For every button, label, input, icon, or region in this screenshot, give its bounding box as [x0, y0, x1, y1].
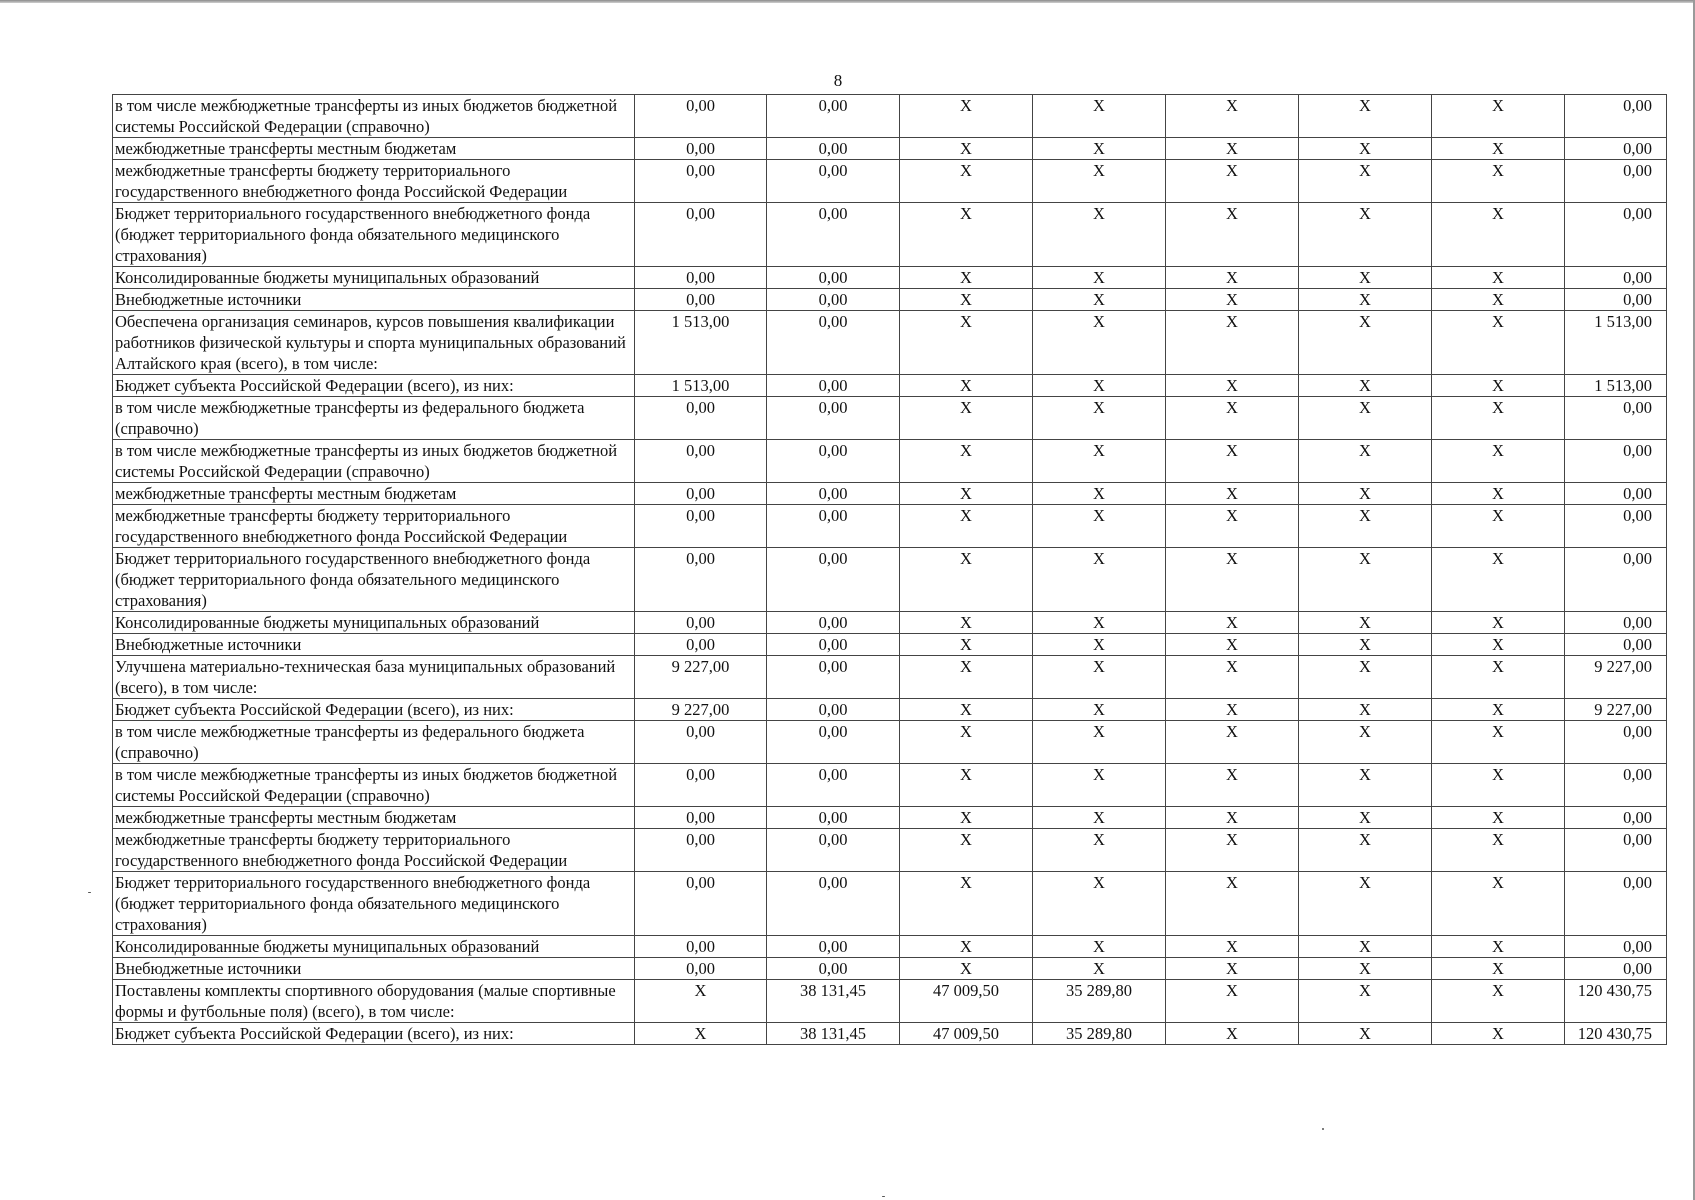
row-value: X — [1299, 936, 1432, 958]
row-value: X — [1299, 138, 1432, 160]
table-row — [113, 267, 1667, 289]
table-row — [113, 612, 1667, 634]
row-label: Бюджет субъекта Российской Федерации (всего), из них: — [113, 699, 635, 721]
row-value: X — [1432, 699, 1565, 721]
row-value: X — [1166, 397, 1299, 440]
row-total: 0,00 — [1565, 634, 1667, 656]
row-value: 0,00 — [767, 764, 900, 807]
row-label: Консолидированные бюджеты муниципальных образований — [113, 936, 635, 958]
row-value: X — [1166, 612, 1299, 634]
row-value: X — [900, 634, 1033, 656]
row-total: 0,00 — [1565, 936, 1667, 958]
row-value: 9 227,00 — [635, 656, 767, 699]
row-label: Поставлены комплекты спортивного оборудования (малые спортивные формы и футбольные поля) (всего), в том числе: — [113, 980, 635, 1023]
row-label: межбюджетные трансферты бюджету территориального государственного внебюджетного фонда Российской Федерации — [113, 505, 635, 548]
row-value: 0,00 — [635, 829, 767, 872]
row-value: X — [1432, 440, 1565, 483]
row-value: 0,00 — [767, 311, 900, 375]
row-total: 120 430,75 — [1565, 1023, 1667, 1045]
row-value: X — [1432, 980, 1565, 1023]
row-value: 0,00 — [767, 203, 900, 267]
row-label: Бюджет субъекта Российской Федерации (всего), из них: — [113, 375, 635, 397]
row-value: X — [900, 440, 1033, 483]
row-value: X — [1299, 267, 1432, 289]
row-value: X — [900, 872, 1033, 936]
row-total: 0,00 — [1565, 548, 1667, 612]
row-value: 0,00 — [635, 936, 767, 958]
row-value: X — [1432, 634, 1565, 656]
row-value: X — [900, 138, 1033, 160]
row-value: X — [1299, 440, 1432, 483]
table-row — [113, 160, 1667, 203]
table-row — [113, 634, 1667, 656]
row-value: X — [1299, 397, 1432, 440]
row-value: X — [1033, 958, 1166, 980]
row-value: 0,00 — [635, 872, 767, 936]
row-value: X — [1033, 612, 1166, 634]
row-value: X — [1432, 656, 1565, 699]
row-value: X — [900, 612, 1033, 634]
row-label: Бюджет территориального государственного внебюджетного фонда (бюджет территориального фонда обязательного медицинского страхования) — [113, 548, 635, 612]
row-value: X — [1432, 138, 1565, 160]
row-total: 0,00 — [1565, 829, 1667, 872]
row-value: 0,00 — [767, 936, 900, 958]
row-value: X — [1432, 548, 1565, 612]
row-value: 38 131,45 — [767, 1023, 900, 1045]
row-value: 47 009,50 — [900, 980, 1033, 1023]
row-value: X — [1299, 375, 1432, 397]
row-value: 0,00 — [767, 699, 900, 721]
row-value: 0,00 — [635, 807, 767, 829]
row-total: 9 227,00 — [1565, 656, 1667, 699]
table-row — [113, 289, 1667, 311]
row-value: X — [900, 807, 1033, 829]
table-row — [113, 958, 1667, 980]
row-value: X — [1033, 311, 1166, 375]
row-value: 0,00 — [767, 289, 900, 311]
row-value: X — [900, 375, 1033, 397]
table-row — [113, 397, 1667, 440]
row-value: 0,00 — [767, 612, 900, 634]
row-value: X — [900, 203, 1033, 267]
row-label: Консолидированные бюджеты муниципальных образований — [113, 612, 635, 634]
row-value: X — [900, 505, 1033, 548]
row-value: X — [1299, 505, 1432, 548]
row-value: X — [1432, 160, 1565, 203]
row-value: X — [1166, 95, 1299, 138]
row-total: 0,00 — [1565, 764, 1667, 807]
row-value: 0,00 — [767, 721, 900, 764]
table-body — [113, 95, 1667, 1045]
row-total: 0,00 — [1565, 612, 1667, 634]
row-value: X — [1299, 1023, 1432, 1045]
table-row — [113, 829, 1667, 872]
row-value: X — [1432, 829, 1565, 872]
row-total: 0,00 — [1565, 289, 1667, 311]
row-value: 1 513,00 — [635, 311, 767, 375]
table-row — [113, 872, 1667, 936]
row-value: X — [1033, 634, 1166, 656]
row-value: X — [1166, 1023, 1299, 1045]
row-label: Консолидированные бюджеты муниципальных образований — [113, 267, 635, 289]
row-value: X — [900, 548, 1033, 612]
row-total: 120 430,75 — [1565, 980, 1667, 1023]
row-value: X — [1033, 375, 1166, 397]
row-value: X — [1033, 95, 1166, 138]
row-value: 0,00 — [635, 483, 767, 505]
row-value: X — [1166, 289, 1299, 311]
row-value: X — [1299, 483, 1432, 505]
page-number: 8 — [833, 71, 843, 90]
table-row — [113, 505, 1667, 548]
row-value: X — [1432, 958, 1565, 980]
row-value: X — [1166, 936, 1299, 958]
row-value: X — [1432, 203, 1565, 267]
row-value: X — [635, 1023, 767, 1045]
row-value: X — [1033, 483, 1166, 505]
row-value: X — [1432, 764, 1565, 807]
row-value: 0,00 — [767, 267, 900, 289]
row-value: X — [1299, 699, 1432, 721]
row-value: X — [1166, 483, 1299, 505]
row-value: X — [1033, 936, 1166, 958]
row-value: X — [1166, 375, 1299, 397]
row-label: Внебюджетные источники — [113, 958, 635, 980]
row-value: X — [1299, 612, 1432, 634]
row-value: X — [1299, 764, 1432, 807]
table-row — [113, 375, 1667, 397]
row-label: в том числе межбюджетные трансферты из федерального бюджета (справочно) — [113, 397, 635, 440]
row-value: 0,00 — [635, 548, 767, 612]
row-label: межбюджетные трансферты местным бюджетам — [113, 807, 635, 829]
row-value: X — [1299, 203, 1432, 267]
row-total: 1 513,00 — [1565, 311, 1667, 375]
row-total: 0,00 — [1565, 95, 1667, 138]
row-label: Внебюджетные источники — [113, 634, 635, 656]
row-label: в том числе межбюджетные трансферты из федерального бюджета (справочно) — [113, 721, 635, 764]
row-value: X — [1432, 505, 1565, 548]
table-row — [113, 138, 1667, 160]
row-value: 0,00 — [635, 440, 767, 483]
row-value: X — [1432, 311, 1565, 375]
table-row — [113, 483, 1667, 505]
row-total: 1 513,00 — [1565, 375, 1667, 397]
row-value: X — [1299, 980, 1432, 1023]
row-value: X — [1166, 548, 1299, 612]
row-value: X — [1299, 95, 1432, 138]
row-total: 0,00 — [1565, 721, 1667, 764]
row-value: X — [1299, 311, 1432, 375]
row-label: в том числе межбюджетные трансферты из иных бюджетов бюджетной системы Российской Федерации (справочно) — [113, 95, 635, 138]
row-value: 0,00 — [767, 958, 900, 980]
row-value: 0,00 — [767, 483, 900, 505]
row-value: 35 289,80 — [1033, 1023, 1166, 1045]
row-label: в том числе межбюджетные трансферты из иных бюджетов бюджетной системы Российской Федерации (справочно) — [113, 764, 635, 807]
table-row — [113, 311, 1667, 375]
row-total: 0,00 — [1565, 397, 1667, 440]
row-total: 0,00 — [1565, 440, 1667, 483]
row-value: X — [1299, 656, 1432, 699]
row-value: X — [1432, 721, 1565, 764]
row-total: 0,00 — [1565, 958, 1667, 980]
row-label: Бюджет субъекта Российской Федерации (всего), из них: — [113, 1023, 635, 1045]
table-row — [113, 699, 1667, 721]
row-label: в том числе межбюджетные трансферты из иных бюджетов бюджетной системы Российской Федерации (справочно) — [113, 440, 635, 483]
row-label: Бюджет территориального государственного внебюджетного фонда (бюджет территориального фонда обязательного медицинского страхования) — [113, 203, 635, 267]
row-value: 1 513,00 — [635, 375, 767, 397]
row-value: X — [900, 936, 1033, 958]
row-value: 0,00 — [635, 138, 767, 160]
row-value: X — [1299, 160, 1432, 203]
row-value: X — [1299, 721, 1432, 764]
row-value: X — [1166, 267, 1299, 289]
row-value: X — [900, 829, 1033, 872]
row-value: X — [1166, 872, 1299, 936]
row-value: 0,00 — [635, 958, 767, 980]
row-value: X — [1166, 721, 1299, 764]
row-value: 35 289,80 — [1033, 980, 1166, 1023]
row-value: X — [1299, 548, 1432, 612]
row-value: 0,00 — [767, 872, 900, 936]
table-row — [113, 980, 1667, 1023]
row-value: X — [1299, 289, 1432, 311]
row-value: X — [1033, 203, 1166, 267]
row-value: X — [900, 764, 1033, 807]
row-value: X — [1033, 764, 1166, 807]
row-total: 0,00 — [1565, 267, 1667, 289]
row-value: X — [1166, 829, 1299, 872]
row-value: X — [1166, 440, 1299, 483]
row-value: X — [1166, 764, 1299, 807]
row-value: X — [1166, 958, 1299, 980]
row-value: 0,00 — [635, 634, 767, 656]
row-value: 0,00 — [635, 267, 767, 289]
row-value: X — [1033, 829, 1166, 872]
row-label: Внебюджетные источники — [113, 289, 635, 311]
table-row — [113, 203, 1667, 267]
row-total: 0,00 — [1565, 872, 1667, 936]
row-value: X — [1432, 1023, 1565, 1045]
row-value: X — [1432, 95, 1565, 138]
row-label: Бюджет территориального государственного внебюджетного фонда (бюджет территориального фонда обязательного медицинского страхования) — [113, 872, 635, 936]
row-value: 0,00 — [767, 95, 900, 138]
row-total: 0,00 — [1565, 483, 1667, 505]
row-label: Улучшена материально-техническая база муниципальных образований (всего), в том числе: — [113, 656, 635, 699]
row-value: X — [1432, 375, 1565, 397]
table-row — [113, 440, 1667, 483]
row-value: X — [1432, 872, 1565, 936]
row-value: X — [1033, 160, 1166, 203]
row-value: X — [900, 699, 1033, 721]
table-row — [113, 548, 1667, 612]
row-value: 0,00 — [767, 548, 900, 612]
row-value: 0,00 — [635, 612, 767, 634]
row-value: X — [1299, 829, 1432, 872]
row-value: X — [1166, 980, 1299, 1023]
row-value: X — [1033, 289, 1166, 311]
row-value: 0,00 — [635, 764, 767, 807]
row-value: X — [900, 483, 1033, 505]
row-value: X — [1033, 548, 1166, 612]
row-total: 0,00 — [1565, 505, 1667, 548]
row-value: X — [1166, 656, 1299, 699]
scan-speck — [1322, 1128, 1324, 1130]
row-value: X — [1432, 807, 1565, 829]
row-value: 0,00 — [767, 397, 900, 440]
row-value: X — [1033, 872, 1166, 936]
row-value: 0,00 — [635, 160, 767, 203]
row-value: X — [1166, 160, 1299, 203]
row-total: 9 227,00 — [1565, 699, 1667, 721]
row-value: X — [900, 267, 1033, 289]
row-total: 0,00 — [1565, 807, 1667, 829]
row-value: 0,00 — [635, 203, 767, 267]
row-value: 0,00 — [635, 95, 767, 138]
row-value: 0,00 — [767, 634, 900, 656]
row-value: X — [1166, 699, 1299, 721]
row-value: X — [1432, 936, 1565, 958]
row-value: 0,00 — [767, 440, 900, 483]
row-value: X — [1033, 807, 1166, 829]
row-value: 0,00 — [767, 807, 900, 829]
table-row — [113, 936, 1667, 958]
row-value: X — [1299, 958, 1432, 980]
table-row — [113, 764, 1667, 807]
row-value: 0,00 — [767, 160, 900, 203]
row-value: X — [1033, 656, 1166, 699]
row-value: X — [900, 311, 1033, 375]
row-value: X — [1299, 872, 1432, 936]
row-value: X — [1166, 203, 1299, 267]
row-value: 0,00 — [635, 505, 767, 548]
row-value: X — [1166, 311, 1299, 375]
row-value: 0,00 — [635, 721, 767, 764]
row-value: X — [900, 721, 1033, 764]
row-value: 0,00 — [767, 829, 900, 872]
row-value: 0,00 — [767, 505, 900, 548]
table-row — [113, 807, 1667, 829]
row-value: 0,00 — [635, 289, 767, 311]
budget-table — [112, 94, 1667, 1045]
row-value: X — [1166, 138, 1299, 160]
row-value: 0,00 — [635, 397, 767, 440]
table-row — [113, 656, 1667, 699]
row-value: X — [900, 958, 1033, 980]
row-value: X — [1033, 267, 1166, 289]
row-label: межбюджетные трансферты бюджету территориального государственного внебюджетного фонда Российской Федерации — [113, 160, 635, 203]
row-label: межбюджетные трансферты местным бюджетам — [113, 138, 635, 160]
scan-speck — [882, 1196, 885, 1197]
row-value: X — [1299, 807, 1432, 829]
row-value: X — [1033, 721, 1166, 764]
row-total: 0,00 — [1565, 160, 1667, 203]
row-value: 0,00 — [767, 656, 900, 699]
row-value: X — [1166, 634, 1299, 656]
row-value: X — [1432, 612, 1565, 634]
row-value: X — [1299, 634, 1432, 656]
row-value: 47 009,50 — [900, 1023, 1033, 1045]
scan-speck — [88, 892, 91, 893]
row-value: X — [1432, 289, 1565, 311]
row-value: 38 131,45 — [767, 980, 900, 1023]
row-value: 0,00 — [767, 375, 900, 397]
row-total: 0,00 — [1565, 203, 1667, 267]
table-row — [113, 1023, 1667, 1045]
row-value: X — [1033, 699, 1166, 721]
row-value: 9 227,00 — [635, 699, 767, 721]
row-value: X — [1432, 483, 1565, 505]
row-value: X — [900, 160, 1033, 203]
row-value: X — [1432, 267, 1565, 289]
row-total: 0,00 — [1565, 138, 1667, 160]
row-label: Обеспечена организация семинаров, курсов повышения квалификации работников физической культуры и спорта муниципальных образований Алтайского края (всего), в том числе: — [113, 311, 635, 375]
row-value: X — [1033, 397, 1166, 440]
row-value: X — [1033, 505, 1166, 548]
row-value: X — [900, 656, 1033, 699]
row-value: X — [1166, 807, 1299, 829]
table-row — [113, 95, 1667, 138]
row-value: 0,00 — [767, 138, 900, 160]
row-label: межбюджетные трансферты бюджету территориального государственного внебюджетного фонда Российской Федерации — [113, 829, 635, 872]
row-value: X — [900, 397, 1033, 440]
table-row — [113, 721, 1667, 764]
row-value: X — [1033, 138, 1166, 160]
scan-edge-top — [0, 0, 1695, 3]
row-value: X — [1432, 397, 1565, 440]
row-value: X — [900, 95, 1033, 138]
row-value: X — [1033, 440, 1166, 483]
row-label: межбюджетные трансферты местным бюджетам — [113, 483, 635, 505]
row-value: X — [1166, 505, 1299, 548]
row-value: X — [635, 980, 767, 1023]
row-value: X — [900, 289, 1033, 311]
